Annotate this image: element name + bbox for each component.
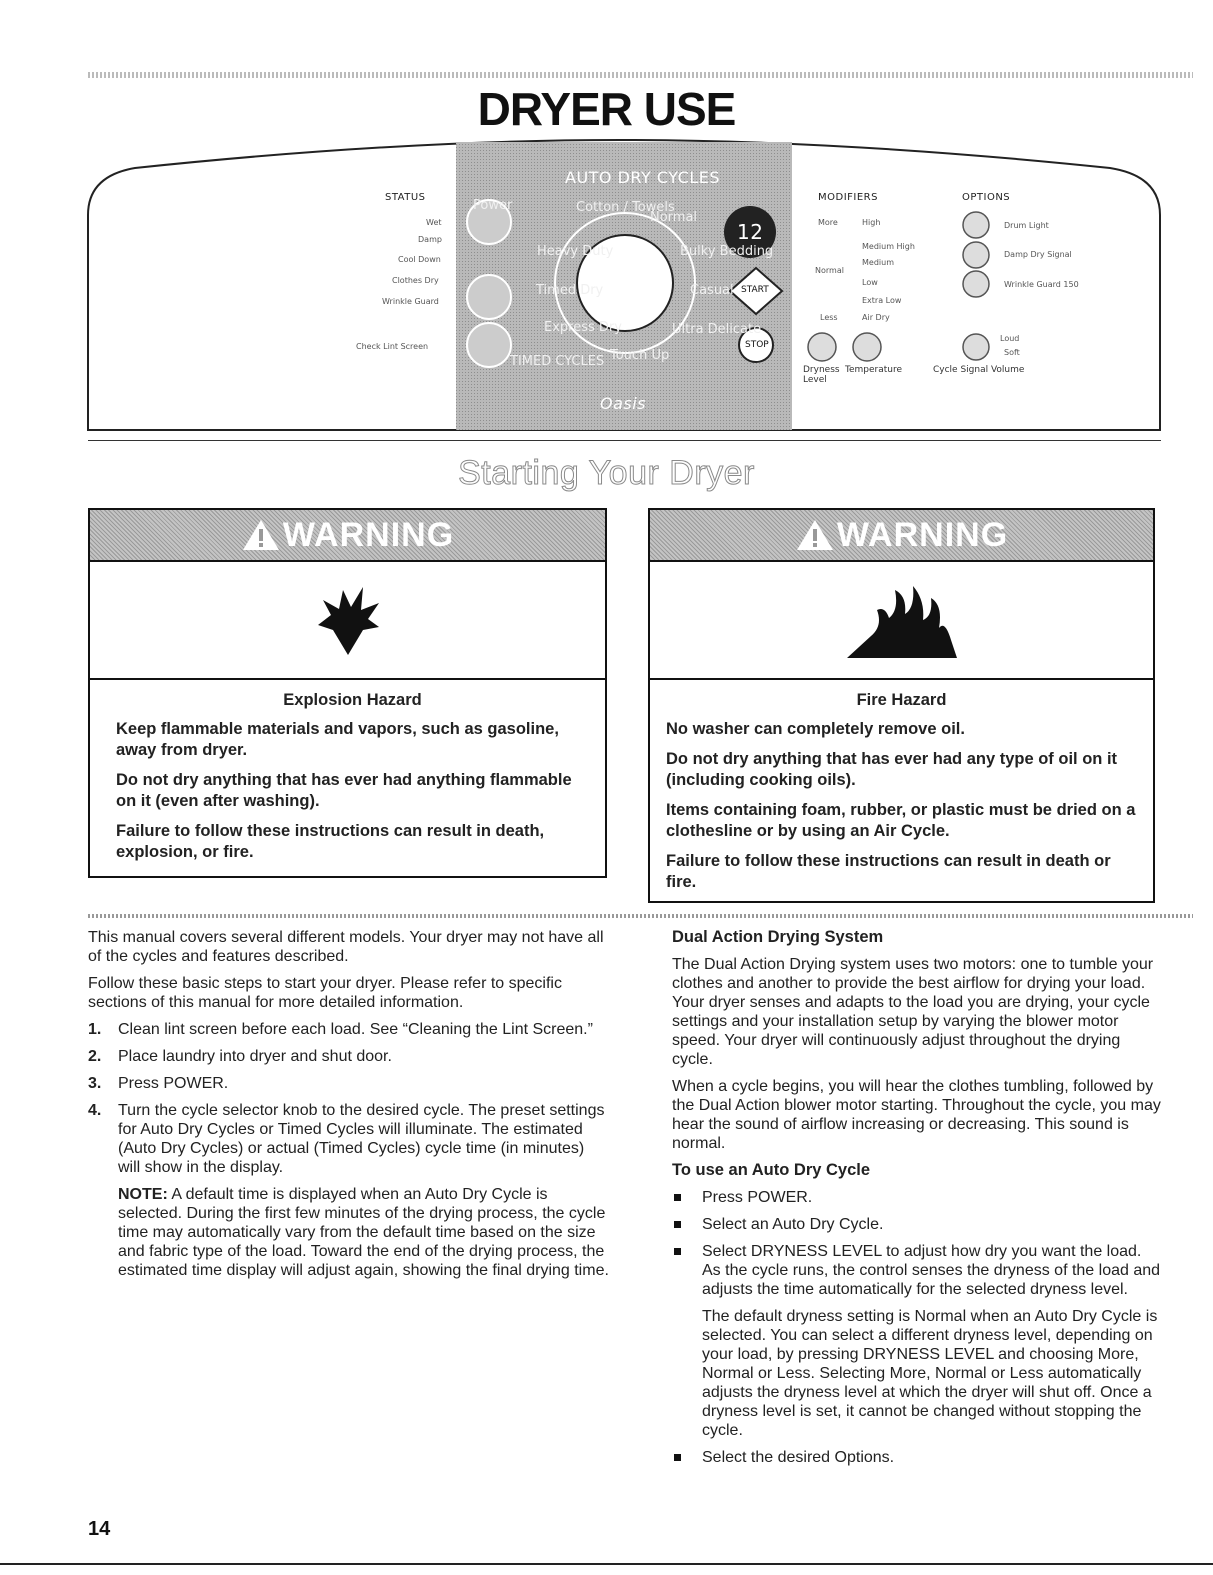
status-cool-down: Cool Down xyxy=(398,255,441,264)
option-wrinkle-guard: Wrinkle Guard 150 xyxy=(1004,280,1079,289)
cycle-sound-paragraph: When a cycle begins, you will hear the clothes tumbling, followed by the Dual Action blower motor starting. Throughout the cycle, you may hear the sound of airflow increasing or decreasing. This sound is normal. xyxy=(672,1078,1161,1152)
warning-header xyxy=(650,510,1153,562)
section-divider xyxy=(88,440,1161,441)
step-text: Place laundry into dryer and shut door. xyxy=(118,1048,392,1065)
warning-box-explosion xyxy=(88,508,607,878)
page-title: DRYER USE xyxy=(477,83,736,135)
status-wet: Wet xyxy=(426,218,442,227)
temperature-button-label: Temperature xyxy=(845,365,903,375)
step-number: 4. xyxy=(88,1102,102,1119)
cycle-express-dry: Express Dry xyxy=(544,320,622,335)
dryness-more: More xyxy=(818,218,838,227)
temp-extra-low: Extra Low xyxy=(862,296,902,305)
bullet-icon xyxy=(674,1248,681,1255)
cycle-touch-up: Touch Up xyxy=(610,348,670,363)
warning-title: WARNING xyxy=(836,515,1009,554)
bullet-text: Select the desired Options. xyxy=(702,1449,895,1466)
dryness-normal: Normal xyxy=(815,266,844,275)
note xyxy=(88,1185,610,1280)
list-item xyxy=(672,1242,1162,1299)
section-title: Starting Your Dryer xyxy=(458,454,755,492)
control-panel-illustration xyxy=(0,0,1213,440)
warning-header xyxy=(90,510,605,562)
dotted-divider xyxy=(88,914,1193,918)
auto-dry-steps xyxy=(672,1188,1162,1467)
list-item xyxy=(88,1047,610,1066)
cycle-heavy-duty: Heavy Duty xyxy=(537,244,614,259)
bottom-rule xyxy=(0,1563,1213,1565)
warning-line: Failure to follow these instructions can result in death or fire. xyxy=(666,852,1111,891)
cycle-casual: Casual xyxy=(690,283,734,298)
signal-loud: Loud xyxy=(1000,334,1020,343)
step-text: Turn the cycle selector knob to the desired cycle. The preset settings for Auto Dry Cycles or Timed Cycles will illuminate. The estimated (Auto Dry Cycles) or actual (Timed Cycles) cycle time (in minutes) will show in the display. xyxy=(118,1102,605,1176)
warning-line: Keep flammable materials and vapors, such as gasoline, away from dryer. xyxy=(116,720,559,759)
list-item xyxy=(672,1215,1162,1234)
intro-paragraph: This manual covers several different models. Your dryer may not have all of the cycles and features described. xyxy=(88,929,604,965)
options-label: OPTIONS xyxy=(962,192,1011,203)
control-panel-outline xyxy=(0,0,1213,440)
status-clothes-dry: Clothes Dry xyxy=(392,276,439,285)
cycle-ultra-delicate: Ultra Delicate xyxy=(672,322,762,337)
heading-dual-action: Dual Action Drying System xyxy=(672,928,884,946)
signal-soft: Soft xyxy=(1004,348,1020,357)
option-damp-dry-signal: Damp Dry Signal xyxy=(1004,250,1072,259)
explosion-pictogram xyxy=(90,562,605,680)
step-number: 1. xyxy=(88,1021,102,1038)
steps-list xyxy=(88,1020,610,1280)
temp-air-dry: Air Dry xyxy=(862,313,890,322)
page-number: 14 xyxy=(88,1518,111,1540)
warning-box-fire xyxy=(648,508,1155,903)
warning-line: Do not dry anything that has ever had anything flammable on it (even after washing). xyxy=(116,771,572,810)
bullet-icon xyxy=(674,1221,681,1228)
check-lint-screen: Check Lint Screen xyxy=(356,342,429,351)
warning-line: Failure to follow these instructions can result in death, explosion, or fire. xyxy=(116,822,545,861)
warning-text xyxy=(650,680,1153,893)
warning-line: Items containing foam, rubber, or plastic must be dried on a clothesline or by using an Air Cycle. xyxy=(666,801,1136,840)
cycle-bulky-bedding: Bulky Bedding xyxy=(680,244,774,259)
timed-cycles-label: TIMED CYCLES xyxy=(510,354,605,369)
list-item xyxy=(672,1188,1162,1207)
warning-triangle-icon xyxy=(241,518,281,552)
cycle-timed-dry: Timed Dry xyxy=(536,283,604,298)
dryness-level-button-label: Dryness Level xyxy=(803,365,840,385)
steps-intro: Follow these basic steps to start your dryer. Please refer to specific sections of this manual for more detailed information. xyxy=(88,975,562,1011)
brand-logo: Oasis xyxy=(600,394,647,413)
warning-triangle-icon xyxy=(795,518,835,552)
bullet-text: Press POWER. xyxy=(702,1189,813,1206)
temp-high: High xyxy=(862,218,881,227)
step-number: 3. xyxy=(88,1075,102,1092)
list-item xyxy=(88,1074,610,1093)
status-wrinkle-guard: Wrinkle Guard xyxy=(382,297,439,306)
stop-label: STOP xyxy=(745,340,769,350)
list-item xyxy=(88,1020,610,1039)
auto-dry-cycles-label: AUTO DRY CYCLES xyxy=(565,168,721,187)
status-damp: Damp xyxy=(418,235,442,244)
bullet-text: Select DRYNESS LEVEL to adjust how dry you want the load. As the cycle runs, the control senses the dryness of the load and adjusts the time automatically for the selected dryness level. xyxy=(702,1243,1161,1298)
start-label: START xyxy=(741,285,769,295)
cycle-time-display: 12 xyxy=(737,220,764,244)
bullet-icon xyxy=(674,1194,681,1201)
cycle-signal-volume-label: Cycle Signal Volume xyxy=(933,365,1025,375)
right-column xyxy=(672,928,1162,1475)
note-text: A default time is displayed when an Auto Dry Cycle is selected. During the first few minutes of the drying process, the cycle time may automatically vary from the default time based on the size and fabric type of the load. Toward the end of the drying process, the estimated time display will adjust again, showing the final drying time. xyxy=(118,1186,609,1279)
fire-icon xyxy=(847,580,957,660)
warning-line: Do not dry anything that has ever had any type of oil on it (including cooking oils). xyxy=(666,750,1118,789)
temp-medium-high: Medium High xyxy=(862,242,915,251)
warning-text xyxy=(90,680,605,863)
step-number: 2. xyxy=(88,1048,102,1065)
status-label: STATUS xyxy=(385,192,426,203)
dryness-less: Less xyxy=(820,313,838,322)
bullet-icon xyxy=(674,1454,681,1461)
hazard-title: Fire Hazard xyxy=(856,691,947,709)
step-text: Clean lint screen before each load. See “Cleaning the Lint Screen.” xyxy=(118,1021,593,1038)
hazard-title: Explosion Hazard xyxy=(283,691,422,709)
dryness-default-paragraph: The default dryness setting is Normal when an Auto Dry Cycle is selected. You can select a different dryness level, depending on your load, by pressing DRYNESS LEVEL and choosing More, Normal or Less. Selecting More, Normal or Less automatically adjusts the dryness level at which the dryer will shut off. Once a dryness level is set, it cannot be changed without stopping the cycle. xyxy=(702,1308,1158,1439)
explosion-icon xyxy=(313,585,383,655)
temp-low: Low xyxy=(862,278,878,287)
modifiers-label: MODIFIERS xyxy=(818,192,878,203)
power-label: Power xyxy=(473,198,513,213)
dual-action-paragraph: The Dual Action Drying system uses two motors: one to tumble your clothes and another to provide the best airflow for drying your load. Your dryer senses and adapts to the load you are drying, your cycle settings and your installation setup by varying the blower motor speed. Your dryer will continuously adjust throughout the drying cycle. xyxy=(672,956,1154,1068)
warning-line: No washer can completely remove oil. xyxy=(666,720,965,738)
warning-title: WARNING xyxy=(282,515,455,554)
heading-auto-dry: To use an Auto Dry Cycle xyxy=(672,1161,871,1179)
list-item xyxy=(88,1101,610,1177)
note-label: NOTE: xyxy=(118,1186,168,1203)
fire-pictogram xyxy=(650,562,1153,680)
list-item xyxy=(672,1448,1162,1467)
cycle-normal: Normal xyxy=(650,210,698,225)
temp-medium: Medium xyxy=(862,258,894,267)
bullet-text: Select an Auto Dry Cycle. xyxy=(702,1216,884,1233)
cycle-cotton-towels: Cotton / Towels xyxy=(576,200,675,215)
left-column xyxy=(88,928,610,1288)
step-text: Press POWER. xyxy=(118,1075,229,1092)
option-drum-light: Drum Light xyxy=(1004,221,1049,230)
